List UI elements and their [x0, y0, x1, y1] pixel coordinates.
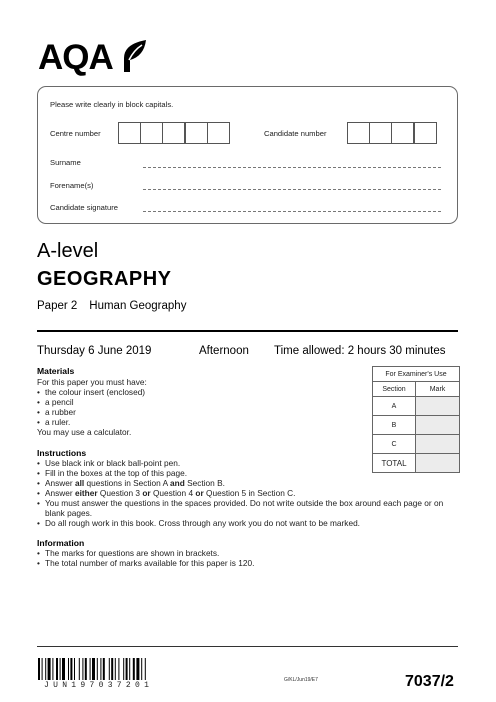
materials-heading: Materials	[37, 366, 75, 376]
centre-number-cell[interactable]	[185, 122, 208, 144]
list-item: • Do all rough work in this book. Cross through any work you do not want to be marked.	[37, 518, 457, 528]
section-b-label: B	[373, 416, 416, 435]
candidate-number-cell[interactable]	[347, 122, 370, 144]
centre-number-cell[interactable]	[140, 122, 163, 144]
list-item: • The total number of marks available for this paper is 120.	[37, 558, 457, 568]
section-column-header: Section	[373, 382, 416, 397]
candidate-number-boxes[interactable]	[347, 122, 436, 144]
candidate-number-cell[interactable]	[369, 122, 392, 144]
list-item: • Answer all questions in Section A and Section B.	[37, 478, 457, 488]
block-capitals-instruction: Please write clearly in block capitals.	[50, 100, 174, 109]
centre-number-cell[interactable]	[207, 122, 230, 144]
exam-date: Thursday 6 June 2019	[37, 345, 152, 357]
centre-number-label: Centre number	[50, 129, 101, 138]
centre-number-cell[interactable]	[118, 122, 141, 144]
instructions-heading: Instructions	[37, 448, 87, 458]
title-divider	[37, 330, 458, 332]
section-a-mark	[416, 397, 460, 416]
forenames-label: Forename(s)	[50, 181, 94, 190]
time-allowed: Time allowed: 2 hours 30 minutes	[274, 345, 446, 357]
information-list	[37, 548, 457, 568]
examiner-use-title: For Examiner's Use	[373, 367, 460, 382]
signature-label: Candidate signature	[50, 203, 118, 212]
instructions-list	[37, 458, 457, 528]
instructions-section	[37, 458, 457, 528]
specification-code: 7037/2	[405, 673, 454, 690]
examiner-use-table	[372, 366, 460, 473]
mark-column-header: Mark	[416, 382, 460, 397]
list-item: • the colour insert (enclosed)	[37, 387, 357, 397]
footer-divider	[37, 646, 458, 647]
paper-name: Human Geography	[89, 300, 187, 312]
calculator-note: You may use a calculator.	[37, 427, 132, 437]
list-item: • a rubber	[37, 407, 357, 417]
aqa-logo: AQA	[38, 38, 113, 77]
information-heading: Information	[37, 538, 85, 548]
centre-number-boxes[interactable]	[118, 122, 229, 144]
candidate-number-label: Candidate number	[264, 129, 327, 138]
section-c-mark	[416, 435, 460, 454]
document-reference: G/KL/Jun19/E7	[284, 677, 318, 683]
materials-list	[37, 387, 357, 427]
list-item: • a pencil	[37, 397, 357, 407]
list-item: • The marks for questions are shown in brackets.	[37, 548, 457, 558]
list-item: • a ruler.	[37, 417, 357, 427]
materials-intro: For this paper you must have:	[37, 377, 147, 387]
information-section	[37, 548, 457, 568]
candidate-number-cell[interactable]	[391, 122, 414, 144]
materials-section	[37, 377, 357, 437]
centre-number-cell[interactable]	[162, 122, 185, 144]
surname-field[interactable]	[143, 167, 441, 168]
forenames-field[interactable]	[143, 189, 441, 190]
list-item: • Answer either Question 3 or Question 4 or Question 5 in Section C.	[37, 488, 457, 498]
section-b-mark	[416, 416, 460, 435]
list-item: • Use black ink or black ball-point pen.	[37, 458, 457, 468]
surname-label: Surname	[50, 158, 81, 167]
aqa-leaf-icon	[120, 38, 148, 74]
section-c-label: C	[373, 435, 416, 454]
barcode-digits: JUN197037201	[44, 681, 154, 690]
paper-title	[37, 300, 186, 312]
exam-session: Afternoon	[199, 345, 249, 357]
list-item: • You must answer the questions in the spaces provided. Do not write outside the box around each page or on blank pages.	[37, 498, 457, 518]
list-item: • Fill in the boxes at the top of this page.	[37, 468, 457, 478]
paper-number: Paper 2	[37, 300, 78, 312]
total-label: TOTAL	[373, 454, 416, 473]
section-a-label: A	[373, 397, 416, 416]
barcode	[38, 658, 180, 680]
candidate-number-cell[interactable]	[414, 122, 437, 144]
qualification-level: A-level	[37, 240, 99, 262]
subject-title: GEOGRAPHY	[37, 268, 172, 290]
signature-field[interactable]	[143, 211, 441, 212]
